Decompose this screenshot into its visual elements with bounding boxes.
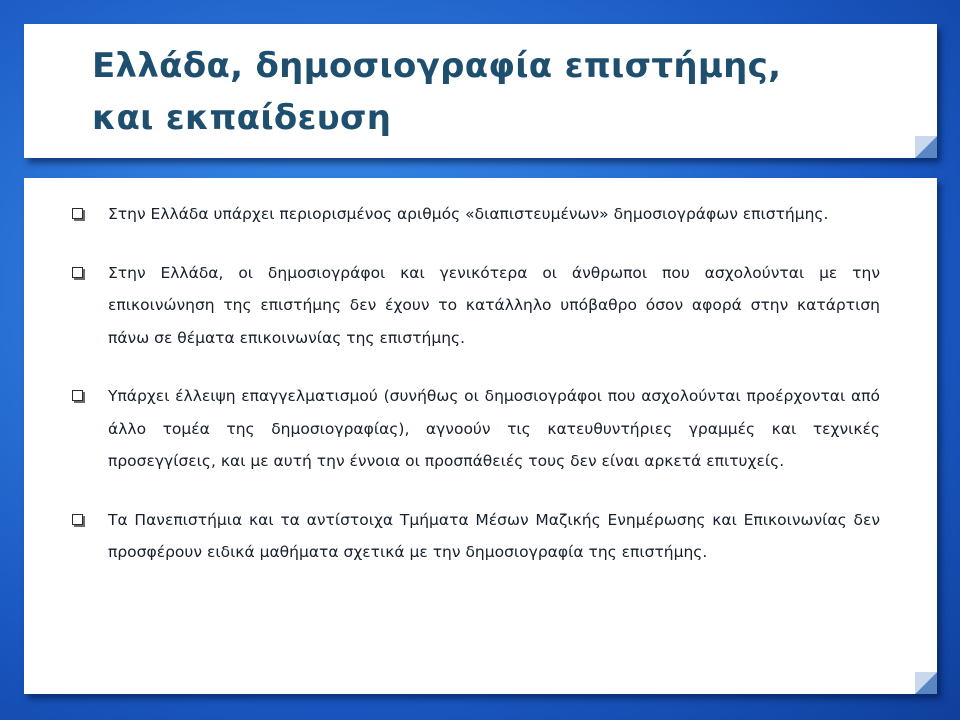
page-curl-underside xyxy=(915,136,937,158)
slide-title-line-2: και εκπαίδευση xyxy=(92,98,392,138)
bullet-item xyxy=(70,198,880,231)
square-bullet-icon xyxy=(72,267,83,278)
bullet-item xyxy=(70,257,880,355)
bullet-text: Τα Πανεπιστήμια και τα αντίστοιχα Τμήματα Μέσων Μαζικής Ενημέρωσης και Επικοινωνίας δεν προσφέρουν ειδικά μαθήματα σχετικά με την δημοσιογραφία της επιστήμης. xyxy=(108,510,880,561)
slide-title xyxy=(92,40,912,144)
page-curl-underside xyxy=(915,672,937,694)
content-card xyxy=(24,178,937,694)
bullet-text: Υπάρχει έλλειψη επαγγελματισμού (συνήθως οι δημοσιογράφοι που ασχολούνται προέρχονται από άλλο τομέα της δημοσιογραφίας), αγνοούν τις κατευθυντήριες γραμμές και τεχνικές προσεγγίσεις, και με αυτή την έννοια οι προσπάθειές τους δεν είναι αρκετά επιτυχείς. xyxy=(108,387,880,470)
square-bullet-icon xyxy=(72,514,83,525)
slide-title-line-1: Ελλάδα, δημοσιογραφία επιστήμης, xyxy=(92,46,782,86)
bullet-text: Στην Ελλάδα υπάρχει περιορισμένος αριθμός «διαπιστευμένων» δημοσιογράφων επιστήμης. xyxy=(108,205,829,223)
bullet-list xyxy=(70,198,880,569)
bullet-item xyxy=(70,504,880,569)
square-bullet-icon xyxy=(72,390,83,401)
bullet-item xyxy=(70,380,880,478)
square-bullet-icon xyxy=(72,208,83,219)
title-card xyxy=(24,24,937,158)
bullet-text: Στην Ελλάδα, οι δημοσιογράφοι και γενικότερα οι άνθρωποι που ασχολούνται με την επικοινώνηση της επιστήμης δεν έχουν το κατάλληλο υπόβαθρο όσον αφορά στην κατάρτιση πάνω σε θέματα επικοινωνίας της επιστήμης. xyxy=(108,263,880,347)
